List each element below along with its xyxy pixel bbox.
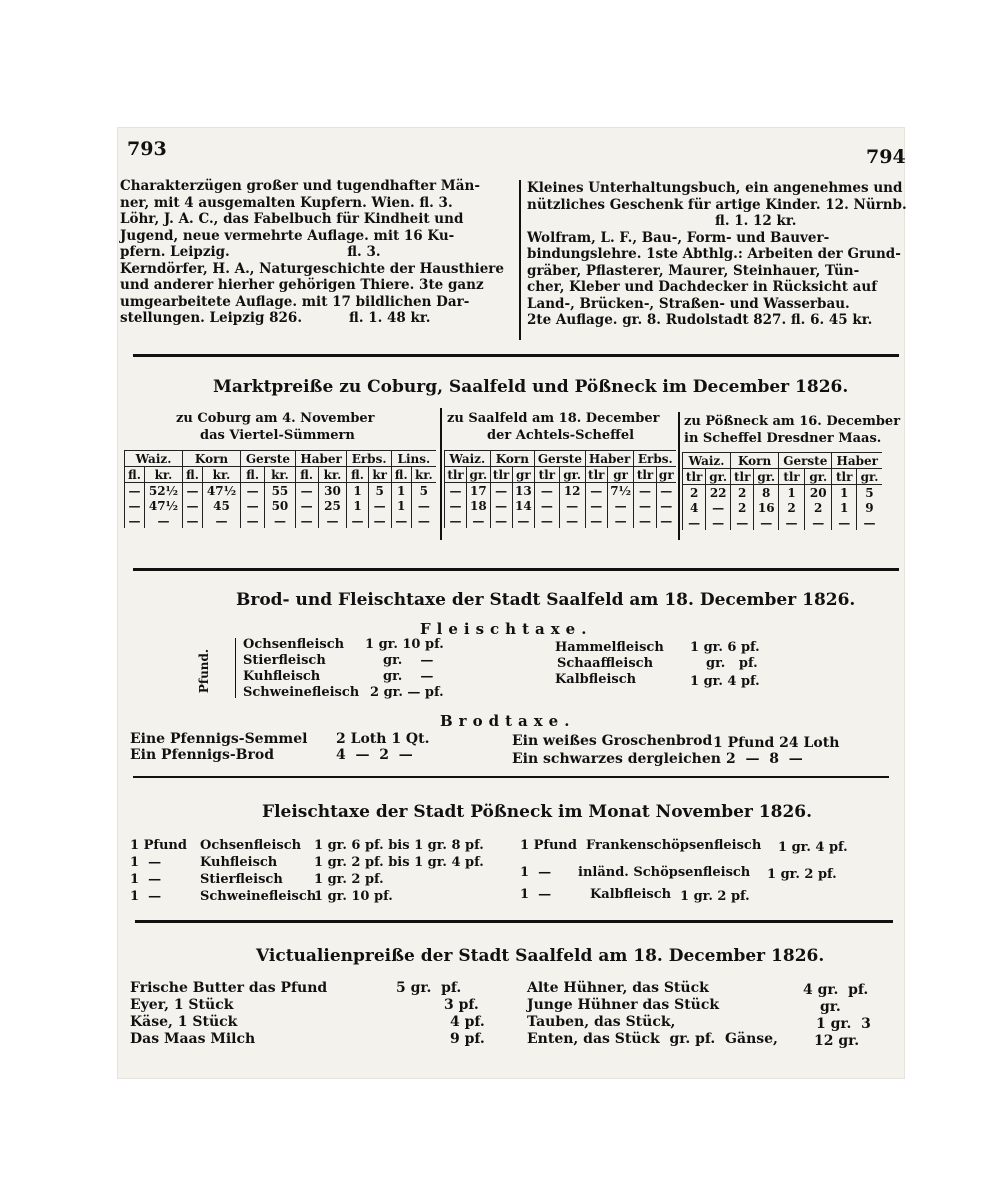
col-header: Waiz. (445, 451, 491, 467)
price-cell: — (265, 513, 296, 528)
unit-cell: fl. (183, 467, 203, 483)
brod-item-name: Ein weißes Groschenbrod (512, 733, 713, 749)
price-cell: 2 (804, 500, 832, 515)
price-cell: 1 (347, 483, 368, 499)
price-cell: — (585, 483, 607, 499)
left-column-text (120, 178, 512, 327)
pf-price: 1 gr. 2 pf. bis 1 gr. 4 pf. (314, 855, 484, 870)
unit-cell: fl. (241, 467, 265, 483)
unit-cell: gr. (706, 469, 731, 485)
price-cell: 5 (411, 483, 436, 499)
bracket-line (235, 638, 236, 698)
price-cell: — (832, 515, 856, 530)
price-cell: — (535, 483, 560, 499)
price-cell: — (183, 513, 203, 528)
table-divider (678, 412, 680, 540)
col-header: Haber (585, 451, 634, 467)
price-cell: 5 (368, 483, 391, 499)
fleisch-item-price: gr. — (383, 669, 434, 684)
price-cell: — (804, 515, 832, 530)
right-line: 2te Auflage. gr. 8. Rudolstadt 827. fl. 6. 45 kr. (527, 312, 873, 328)
vict-name: Käse, 1 Stück (130, 1014, 238, 1030)
price-cell: — (183, 483, 203, 499)
unit-cell: tlr (731, 469, 754, 485)
fleisch-item-price: gr. — (383, 653, 434, 668)
pf-qty: 1 — (520, 887, 552, 902)
price-cell: 2 (683, 485, 706, 501)
unit-cell: tlr (490, 467, 512, 483)
price-cell: 20 (804, 485, 832, 501)
right-line: Wolfram, L. F., Bau-, Form- und Bauver- (527, 229, 830, 246)
price-cell: 47½ (202, 483, 240, 499)
vict-name: Das Maas Milch (130, 1031, 256, 1047)
page-number-right: 794 (866, 146, 906, 168)
col-header: Korn (731, 453, 779, 469)
right-line: Land-, Brücken-, Straßen- und Wasserbau. (527, 295, 850, 312)
brod-item-price: 2 — 8 — (726, 751, 803, 767)
price-cell: 13 (512, 483, 534, 499)
price-cell: 5 (856, 485, 882, 501)
price-cell: — (754, 515, 779, 530)
vict-price: 1 gr. 3 (816, 1016, 871, 1032)
coburg-heading-1: zu Coburg am 4. November (176, 411, 375, 426)
unit-cell: kr. (265, 467, 296, 483)
brod-item-name: Ein Pfennigs-Brod (130, 747, 274, 763)
unit-cell: gr. (754, 469, 779, 485)
vict-name: Frische Butter das Pfund (130, 980, 328, 996)
poessneck-fleisch-title: Fleischtaxe der Stadt Pößneck im Monat November 1826. (262, 802, 813, 822)
price-cell: — (634, 513, 656, 528)
col-header: Gerste (241, 451, 296, 467)
price-cell: 55 (265, 483, 296, 499)
fleisch-item-price: 1 gr. 6 pf. (690, 640, 760, 655)
price-cell: 30 (318, 483, 347, 499)
price-cell: — (391, 513, 411, 528)
unit-cell: gr (656, 467, 676, 483)
fleisch-item-name: Stierfleisch (243, 653, 326, 668)
left-line: ner, mit 4 ausgemalten Kupfern. Wien. fl. 3. (120, 194, 453, 211)
col-header: Erbs. (634, 451, 676, 467)
price-cell: — (490, 513, 512, 528)
poessneck-heading-1: zu Pößneck am 16. December (684, 414, 901, 429)
left-line: Charakterzügen großer und tugendhafter Män- (120, 178, 480, 194)
unit-cell: gr. (559, 467, 585, 483)
unit-cell: tlr (445, 467, 467, 483)
price-cell: — (559, 513, 585, 528)
col-header: Korn (490, 451, 534, 467)
col-header: Gerste (779, 453, 832, 469)
unit-cell: tlr (634, 467, 656, 483)
price-cell: — (295, 498, 318, 513)
price-cell: 4 (683, 500, 706, 515)
price-cell: — (706, 500, 731, 515)
vict-price: 4 gr. pf. (803, 982, 869, 998)
left-line: Löhr, J. A. C., das Fabelbuch für Kindheit und (120, 211, 464, 227)
price-cell: 52½ (144, 483, 182, 499)
unit-cell: kr. (318, 467, 347, 483)
price-cell: — (125, 483, 145, 499)
section-rule (133, 776, 889, 778)
price-cell: — (125, 498, 145, 513)
fleisch-item-price: 1 gr. 4 pf. (690, 674, 760, 689)
price-cell: — (411, 498, 436, 513)
left-line: umgearbeitete Auflage. mit 17 bildlichen Dar- (120, 293, 470, 310)
price-cell: — (512, 513, 534, 528)
pf-price: 1 gr. 2 pf. (767, 867, 837, 882)
price-cell: — (535, 513, 560, 528)
victualien-title: Victualienpreiße der Stadt Saalfeld am 18. December 1826. (256, 946, 825, 966)
price-cell: 1 (832, 500, 856, 515)
right-line: gräber, Pflasterer, Maurer, Steinhauer, Tün- (527, 262, 860, 279)
price-cell: — (683, 515, 706, 530)
fleisch-item-name: Kalbfleisch (555, 672, 637, 687)
price-cell: — (490, 498, 512, 513)
price-cell: 9 (856, 500, 882, 515)
price-cell: 1 (832, 485, 856, 501)
pf-name: Kalbfleisch (590, 887, 672, 902)
pf-qty: 1 — (130, 889, 162, 904)
vict-name: Eyer, 1 Stück (130, 997, 234, 1013)
fleisch-item-name: Kuhfleisch (243, 669, 321, 684)
price-cell: 25 (318, 498, 347, 513)
price-cell: — (634, 498, 656, 513)
fleisch-item-price: 1 gr. 10 pf. (365, 637, 444, 652)
left-line: pfern. Leipzig. fl. 3. (120, 244, 381, 260)
market-title: Marktpreiße zu Coburg, Saalfeld und Pößneck im December 1826. (213, 377, 849, 397)
vict-name: Junge Hühner das Stück (527, 997, 720, 1013)
pfund-label-box (197, 642, 220, 702)
unit-cell: tlr (535, 467, 560, 483)
pf-qty: 1 Pfund (520, 838, 577, 853)
price-cell: — (368, 513, 391, 528)
vict-name: Enten, das Stück gr. pf. Gänse, (527, 1031, 778, 1047)
price-cell: — (634, 483, 656, 499)
unit-cell: tlr (585, 467, 607, 483)
unit-cell: fl. (391, 467, 411, 483)
fleisch-item-name: Hammelfleisch (555, 640, 664, 655)
price-cell: 17 (467, 483, 491, 499)
unit-cell: gr (512, 467, 534, 483)
price-cell: 1 (391, 483, 411, 499)
col-header: Haber (832, 453, 882, 469)
price-cell: 45 (202, 498, 240, 513)
unit-cell: tlr (779, 469, 805, 485)
price-cell: — (731, 515, 754, 530)
unit-cell: kr. (144, 467, 182, 483)
unit-cell: gr. (804, 469, 832, 485)
pfund-label: Pfund. (197, 648, 212, 694)
pf-name: inländ. Schöpsenfleisch (578, 865, 751, 880)
price-cell: — (183, 498, 203, 513)
price-cell: — (656, 498, 676, 513)
brodtaxe-heading: Brodtaxe. (440, 712, 576, 730)
price-cell: — (202, 513, 240, 528)
saalfeld-price-table (444, 450, 676, 528)
col-header: Waiz. (683, 453, 731, 469)
price-cell: — (445, 513, 467, 528)
price-cell: — (856, 515, 882, 530)
unit-cell: gr. (856, 469, 882, 485)
price-cell: 1 (391, 498, 411, 513)
price-cell: — (125, 513, 145, 528)
saalfeld-heading-2: der Achtels-Scheffel (487, 428, 635, 443)
pf-qty: 1 — (130, 872, 162, 887)
price-cell: — (559, 498, 585, 513)
price-cell: — (241, 498, 265, 513)
price-cell: 8 (754, 485, 779, 501)
price-cell: — (368, 498, 391, 513)
right-line: bindungslehre. 1ste Abthlg.: Arbeiten der Grund- (527, 246, 901, 262)
vict-name: Tauben, das Stück, (527, 1014, 676, 1030)
fleisch-item-name: Schweinefleisch (243, 685, 360, 700)
saalfeld-heading-1: zu Saalfeld am 18. December (447, 411, 660, 426)
price-cell: 22 (706, 485, 731, 501)
unit-cell: kr (368, 467, 391, 483)
unit-cell: fl. (295, 467, 318, 483)
price-cell: — (585, 513, 607, 528)
left-line: stellungen. Leipzig 826. fl. 1. 48 kr. (120, 310, 431, 326)
section-rule (135, 920, 893, 923)
price-cell: — (241, 483, 265, 499)
col-header: Gerste (535, 451, 586, 467)
vict-price: 9 pf. (450, 1031, 485, 1047)
pf-name: Frankenschöpsenfleisch (586, 838, 762, 853)
brod-item-price: 2 Loth 1 Qt. (336, 731, 430, 747)
pf-price: 1 gr. 2 pf. (314, 872, 384, 887)
price-cell: 1 (347, 498, 368, 513)
brod-item-name: Eine Pfennigs-Semmel (130, 731, 308, 747)
price-cell: — (779, 515, 805, 530)
left-line: und anderer hierher gehörigen Thiere. 3te ganz (120, 277, 484, 293)
pf-price: 1 gr. 6 pf. bis 1 gr. 8 pf. (314, 838, 484, 853)
pf-price: 1 gr. 2 pf. (680, 889, 750, 904)
pf-name: Kuhfleisch (200, 855, 278, 870)
vict-price: 5 gr. pf. (396, 980, 462, 996)
right-column-text (527, 180, 907, 329)
poessneck-heading-2: in Scheffel Dresdner Maas. (684, 431, 882, 446)
price-cell: — (585, 498, 607, 513)
col-header: Waiz. (125, 451, 183, 467)
vict-price: 4 pf. (450, 1014, 485, 1030)
price-cell: 16 (754, 500, 779, 515)
section-rule (133, 568, 899, 571)
price-cell: — (295, 483, 318, 499)
price-cell: — (656, 483, 676, 499)
pf-qty: 1 — (130, 855, 162, 870)
fleisch-item-name: Ochsenfleisch (243, 637, 345, 652)
vict-price: 3 pf. (444, 997, 479, 1013)
page-number-left: 793 (127, 138, 167, 160)
fleisch-item-price: 2 gr. — pf. (370, 685, 444, 700)
price-cell: — (535, 498, 560, 513)
price-cell: — (706, 515, 731, 530)
unit-cell: tlr (832, 469, 856, 485)
unit-cell: kr. (202, 467, 240, 483)
price-cell: — (467, 513, 491, 528)
unit-cell: gr (607, 467, 634, 483)
left-line: Jugend, neue vermehrte Auflage. mit 16 Ku- (120, 227, 455, 244)
price-cell: — (347, 513, 368, 528)
price-cell: 18 (467, 498, 491, 513)
price-cell: 14 (512, 498, 534, 513)
col-header: Lins. (391, 451, 436, 467)
coburg-heading-2: das Viertel-Sümmern (200, 428, 355, 443)
left-line: Kerndörfer, H. A., Naturgeschichte der Hausthiere (120, 260, 504, 277)
price-cell: 1 (779, 485, 805, 501)
price-cell: 12 (559, 483, 585, 499)
price-cell: — (318, 513, 347, 528)
fleischtaxe-heading: Fleischtaxe. (420, 620, 593, 638)
vict-name: Alte Hühner, das Stück (527, 980, 709, 996)
brod-item-name: Ein schwarzes dergleichen (512, 751, 721, 767)
fleisch-item-price: gr. pf. (706, 656, 758, 671)
table-divider (440, 408, 442, 540)
poessneck-price-table (682, 452, 882, 530)
vict-price: 12 gr. (814, 1033, 860, 1049)
price-cell: — (295, 513, 318, 528)
fleisch-item-name: Schaaffleisch (557, 656, 654, 671)
pf-price: 1 gr. 10 pf. (314, 889, 393, 904)
unit-cell: fl. (347, 467, 368, 483)
unit-cell: gr. (467, 467, 491, 483)
unit-cell: kr. (411, 467, 436, 483)
right-line: nützliches Geschenk für artige Kinder. 12. Nürnb. (527, 196, 907, 213)
col-header: Korn (183, 451, 241, 467)
price-cell: — (656, 513, 676, 528)
pf-price: 1 gr. 4 pf. (778, 840, 848, 855)
column-divider (519, 180, 521, 340)
brod-item-price: 4 — 2 — (336, 747, 413, 763)
price-cell: 2 (779, 500, 805, 515)
pf-qty: 1 — (520, 865, 552, 880)
price-cell: — (411, 513, 436, 528)
pf-name: Ochsenfleisch (200, 838, 302, 853)
price-cell: — (607, 498, 634, 513)
brod-title: Brod- und Fleischtaxe der Stadt Saalfeld am 18. December 1826. (236, 590, 856, 610)
coburg-price-table (124, 450, 436, 528)
price-cell: 2 (731, 500, 754, 515)
unit-cell: tlr (683, 469, 706, 485)
section-rule (133, 354, 899, 357)
right-line: fl. 1. 12 kr. (527, 213, 797, 229)
price-cell: 2 (731, 485, 754, 501)
price-cell: 7½ (607, 483, 634, 499)
price-cell: — (241, 513, 265, 528)
pf-name: Stierfleisch (200, 872, 283, 887)
right-line: cher, Kleber und Dachdecker in Rücksicht auf (527, 279, 878, 295)
right-line: Kleines Unterhaltungsbuch, ein angenehmes und (527, 180, 903, 196)
price-cell: — (445, 498, 467, 513)
price-cell: — (490, 483, 512, 499)
pf-qty: 1 Pfund (130, 838, 187, 853)
unit-cell: fl. (125, 467, 145, 483)
price-cell: — (607, 513, 634, 528)
price-cell: 50 (265, 498, 296, 513)
col-header: Haber (295, 451, 347, 467)
col-header: Erbs. (347, 451, 391, 467)
pf-name: Schweinefleisch (200, 889, 317, 904)
price-cell: — (445, 483, 467, 499)
vict-price: gr. (820, 999, 841, 1015)
price-cell: — (144, 513, 182, 528)
brod-item-price: 1 Pfund 24 Loth (713, 735, 840, 751)
price-cell: 47½ (144, 498, 182, 513)
